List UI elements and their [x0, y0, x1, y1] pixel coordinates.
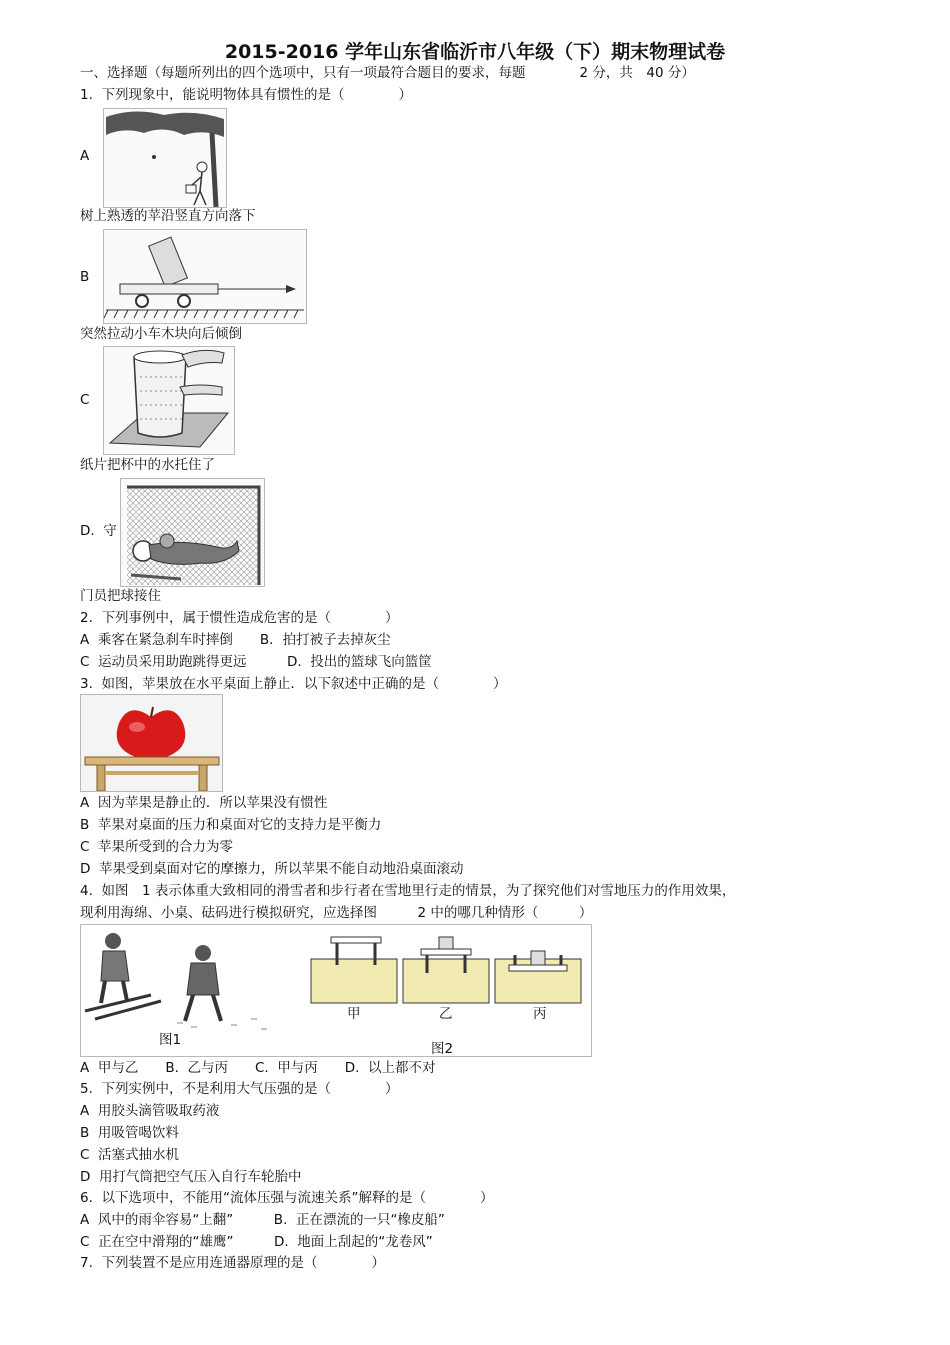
q1-option-a-label: A [80, 148, 90, 164]
q1-figure-apple-tree [103, 108, 227, 208]
q2-options-line1: A 乘客在紧急刹车时摔倒 B．拍打被子去掉灰尘 [80, 632, 391, 648]
q4-label-bing: 丙 [533, 1006, 547, 1022]
cup-paper-drawing [104, 347, 234, 454]
q4-fig1-label: 图1 [159, 1032, 182, 1048]
q7-stem: 7. 下列装置不是应用连通器原理的是（ ） [80, 1255, 385, 1271]
q1-option-d-caption: 门员把球接住 [80, 588, 161, 604]
q3-stem: 3. 如图，苹果放在水平桌面上静止．以下叙述中正确的是（ ） [80, 676, 507, 692]
q1-option-c-label: C [80, 392, 90, 408]
q2-stem: 2. 下列事例中，属于惯性造成危害的是（ ） [80, 610, 399, 626]
q1-figure-cup-paper [103, 346, 235, 455]
q5-option-c: C 活塞式抽水机 [80, 1147, 180, 1163]
apple-tree-drawing [104, 109, 226, 207]
q1-option-b-label: B [80, 269, 90, 285]
q6-options-line2: C 正在空中滑翔的“雄鹰” D. 地面上刮起的“龙卷风” [80, 1234, 433, 1250]
q2-options-line2: C 运动员采用助跑跳得更远 D. 投出的篮球飞向篮筐 [80, 654, 432, 670]
q4-stem-line1: 4. 如图 1 表示体重大致相同的滑雪者和步行者在雪地里行走的情景，为了探究他们对雪地压力的作用效果， [80, 883, 736, 899]
exam-title: 2015-2016 学年山东省临沂市八年级（下）期末物理试卷 [224, 41, 726, 63]
q5-option-b: B 用吸管喝饮料 [80, 1125, 179, 1141]
goalkeeper-drawing [121, 479, 264, 586]
q1-option-b-caption: 突然拉动小车木块向后倾倒 [80, 326, 242, 342]
q3-option-c: C 苹果所受到的合力为零 [80, 839, 234, 855]
q1-stem: 1. 下列现象中，能说明物体具有惯性的是（ ） [80, 87, 412, 103]
q1-figure-goalkeeper [120, 478, 265, 587]
q4-label-jia: 甲 [347, 1006, 361, 1022]
q3-option-d: D 苹果受到桌面对它的摩擦力，所以苹果不能自动地沿桌面滚动 [80, 861, 464, 877]
q6-stem: 6. 以下选项中，不能用“流体压强与流速关系”解释的是（ ） [80, 1190, 494, 1206]
cart-block-drawing [104, 230, 306, 323]
q5-stem: 5. 下列实例中，不是利用大气压强的是（ ） [80, 1081, 399, 1097]
section-heading: 一、选择题（每题所列出的四个选项中，只有一项最符合题目的要求，每题 2 分，共 40 分） [80, 65, 695, 81]
q4-stem-line2: 现利用海绵、小桌、砝码进行模拟研究，应选择图 2 中的哪几种情形（ ） [80, 905, 593, 921]
snow-sponge-drawing [81, 925, 591, 1056]
q4-fig2-label: 图2 [431, 1041, 454, 1057]
q5-option-d: D 用打气筒把空气压入自行车轮胎中 [80, 1169, 302, 1185]
q1-figure-cart-block [103, 229, 307, 324]
q6-options-line1: A 风中的雨伞容易“上翻” B. 正在漂流的一只“橡皮船” [80, 1212, 445, 1228]
q1-option-a-caption: 树上熟透的苹沿竖直方向落下 [80, 208, 256, 224]
q1-option-d-label: D. 守 [80, 523, 117, 539]
apple-table-drawing [81, 695, 222, 791]
q3-figure-apple-table [80, 694, 223, 792]
q5-option-a: A 用胶头滴管吸取药液 [80, 1103, 220, 1119]
q3-option-a: A 因为苹果是静止的．所以苹果没有惯性 [80, 795, 328, 811]
q4-options: A 甲与乙 B. 乙与丙 C. 甲与丙 D. 以上都不对 [80, 1060, 436, 1076]
q4-label-yi: 乙 [439, 1006, 453, 1022]
q1-option-c-caption: 纸片把杯中的水托住了 [80, 457, 215, 473]
q3-option-b: B 苹果对桌面的压力和桌面对它的支持力是平衡力 [80, 817, 382, 833]
q4-figure-snow-sponge [80, 924, 592, 1057]
